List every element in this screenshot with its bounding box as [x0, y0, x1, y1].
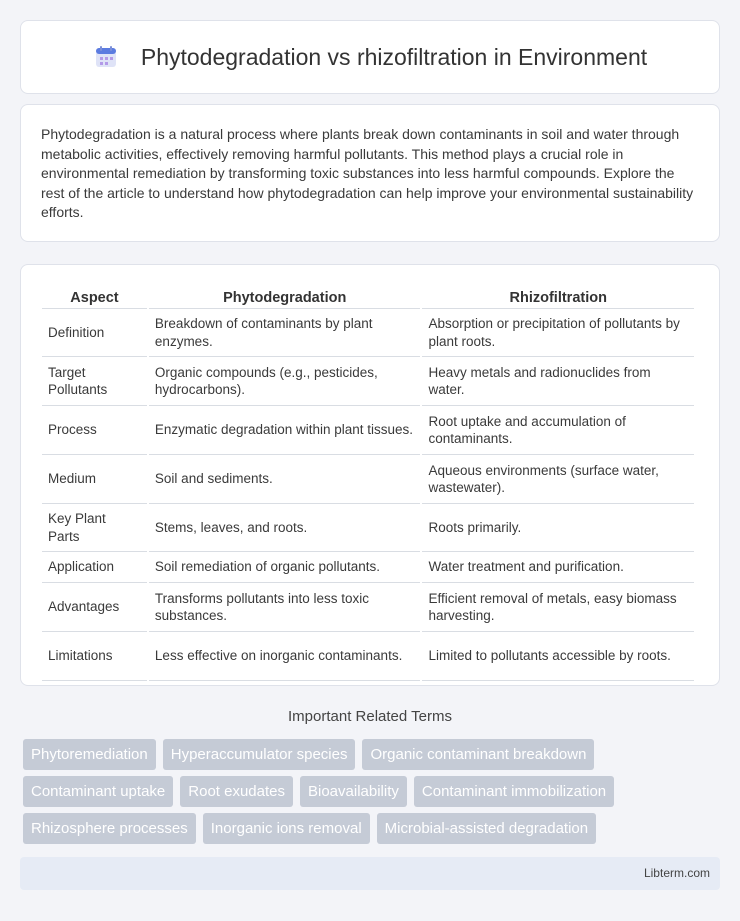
row-rhizofiltration: Water treatment and purification. — [422, 552, 694, 583]
header-card — [20, 20, 720, 94]
related-terms-tags — [23, 739, 723, 850]
row-aspect: Application — [42, 552, 147, 583]
table-row — [42, 552, 694, 583]
row-rhizofiltration: Absorption or precipitation of pollutants by plant roots. — [422, 309, 694, 357]
row-aspect: Advantages — [42, 583, 147, 632]
calendar-icon — [93, 44, 119, 70]
table-row — [42, 504, 694, 552]
row-aspect: Definition — [42, 309, 147, 357]
header-aspect: Aspect — [42, 285, 147, 309]
row-rhizofiltration: Limited to pollutants accessible by roots. — [422, 632, 694, 681]
row-rhizofiltration: Heavy metals and radionuclides from water. — [422, 357, 694, 406]
tag-row — [23, 776, 723, 807]
row-aspect: Process — [42, 406, 147, 455]
tag-rhizosphere-processes[interactable]: Rhizosphere processes — [23, 813, 196, 844]
table-row — [42, 357, 694, 406]
row-rhizofiltration: Root uptake and accumulation of contaminants. — [422, 406, 694, 455]
tag-hyperaccumulator-species[interactable]: Hyperaccumulator species — [163, 739, 356, 770]
row-aspect: Key Plant Parts — [42, 504, 147, 552]
tag-contaminant-uptake[interactable]: Contaminant uptake — [23, 776, 173, 807]
tag-phytoremediation[interactable]: Phytoremediation — [23, 739, 156, 770]
tag-row — [23, 739, 723, 770]
row-phytodegradation: Stems, leaves, and roots. — [149, 504, 421, 552]
page-title: Phytodegradation vs rhizofiltration in Environment — [140, 43, 648, 70]
row-aspect: Medium — [42, 455, 147, 504]
row-phytodegradation: Soil and sediments. — [149, 455, 421, 504]
row-rhizofiltration: Aqueous environments (surface water, wastewater). — [422, 455, 694, 504]
table-row — [42, 309, 694, 357]
footer — [20, 857, 720, 890]
intro-card — [20, 104, 720, 242]
row-aspect: Limitations — [42, 632, 147, 681]
comparison-table-card — [20, 264, 720, 686]
table-row — [42, 455, 694, 504]
tag-organic-contaminant-breakdown[interactable]: Organic contaminant breakdown — [362, 739, 594, 770]
row-rhizofiltration: Roots primarily. — [422, 504, 694, 552]
row-phytodegradation: Breakdown of contaminants by plant enzymes. — [149, 309, 421, 357]
row-phytodegradation: Less effective on inorganic contaminants. — [149, 632, 421, 681]
row-phytodegradation: Transforms pollutants into less toxic substances. — [149, 583, 421, 632]
table-row — [42, 583, 694, 632]
table-row — [42, 632, 694, 681]
row-rhizofiltration: Efficient removal of metals, easy biomass harvesting. — [422, 583, 694, 632]
tag-bioavailability[interactable]: Bioavailability — [300, 776, 407, 807]
row-phytodegradation: Soil remediation of organic pollutants. — [149, 552, 421, 583]
tag-row — [23, 813, 723, 844]
tag-inorganic-ions-removal[interactable]: Inorganic ions removal — [203, 813, 370, 844]
row-phytodegradation: Organic compounds (e.g., pesticides, hydrocarbons). — [149, 357, 421, 406]
tag-root-exudates[interactable]: Root exudates — [180, 776, 293, 807]
table-row — [42, 406, 694, 455]
footer-site-link[interactable]: Libterm.com — [643, 866, 710, 880]
related-terms-title: Important Related Terms — [288, 708, 452, 725]
table-header-row — [42, 285, 694, 309]
comparison-table — [40, 285, 696, 681]
intro-text: Phytodegradation is a natural process where plants break down contaminants in soil and water through metabolic activities, effectively removing harmful pollutants. This method plays a crucial role in environmental remediation by transforming toxic substances into less harmful compounds. Explore the rest of the article to understand how phytodegradation can help improve your environmental sustainability efforts. — [41, 126, 694, 220]
header-phytodegradation: Phytodegradation — [149, 285, 421, 309]
header-rhizofiltration: Rhizofiltration — [422, 285, 694, 309]
tag-contaminant-immobilization[interactable]: Contaminant immobilization — [414, 776, 614, 807]
row-phytodegradation: Enzymatic degradation within plant tissues. — [149, 406, 421, 455]
row-aspect: Target Pollutants — [42, 357, 147, 406]
tag-microbial-assisted-degradation[interactable]: Microbial-assisted degradation — [377, 813, 596, 844]
